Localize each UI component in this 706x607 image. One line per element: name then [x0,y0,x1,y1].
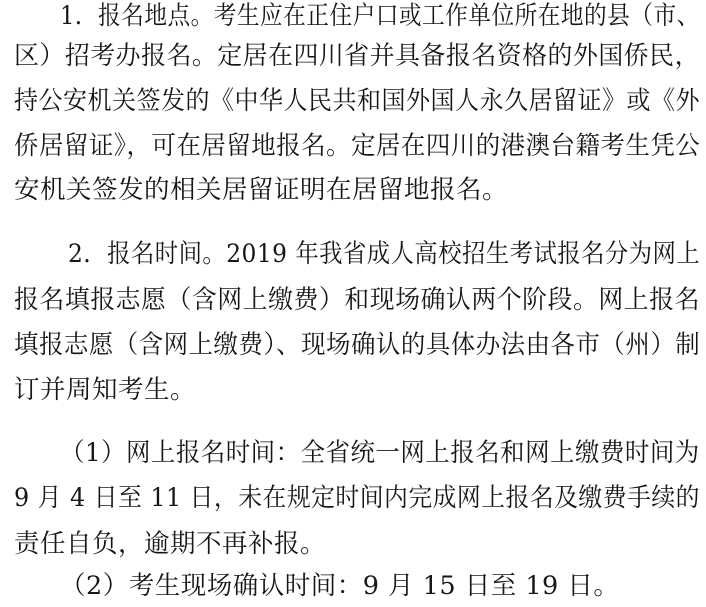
paragraph-2-line-3: 填报志愿（含网上缴费）、现场确认的具体办法由各市（州）制 [14,330,701,360]
paragraph-2-line-4: 订并周知考生。 [14,375,197,405]
paragraph-2-line-2: 报名填报志愿（含网上缴费）和现场确认两个阶段。网上报名 [14,285,701,315]
paragraph-3-line-3: 责任自负，逾期不再补报。 [14,529,327,559]
paragraph-1-line-2: 区）招考办报名。定居在四川省并具备报名资格的外国侨民， [14,41,701,71]
paragraph-1-line-5: 安机关签发的相关居留证明在居留地报名。 [14,175,509,205]
paragraph-3-line-1: （1）网上报名时间：全省统一网上报名和网上缴费时间为 [60,438,700,468]
paragraph-1-line-4: 侨居留证》，可在居留地报名。定居在四川的港澳台籍考生凭公 [14,131,701,161]
paragraph-1-line-1: 1．报名地点。考生应在正住户口或工作单位所在地的县（市、 [60,1,700,31]
paragraph-3-line-2: 9 月 4 日至 11 日，未在规定时间内完成网上报名及缴费手续的 [14,483,700,513]
paragraph-2-line-1: 2．报名时间。2019 年我省成人高校招生考试报名分为网上 [68,239,701,269]
paragraph-1-line-3: 持公安机关签发的《中华人民共和国外国人永久居留证》或《外 [14,86,701,116]
paragraph-4-line-1: （2）考生现场确认时间：9 月 15 日至 19 日。 [60,571,620,601]
